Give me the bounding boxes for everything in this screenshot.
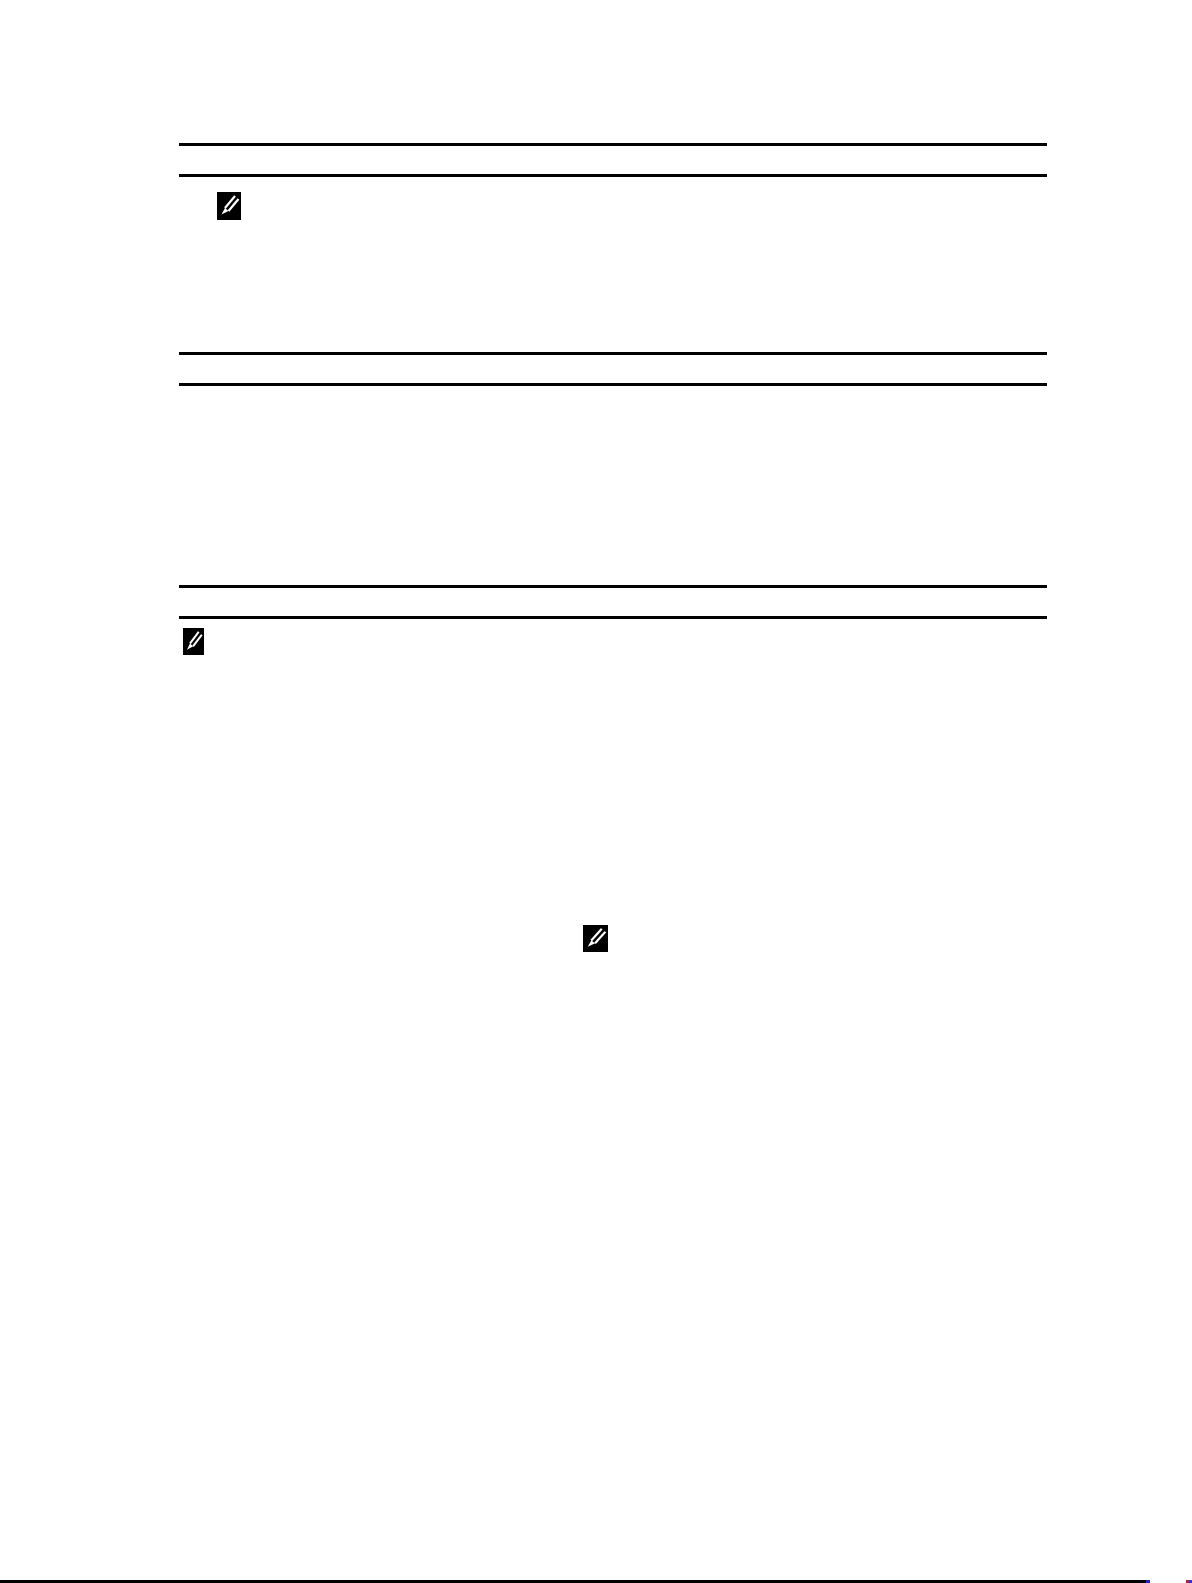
table-1-empty-row: [179, 146, 1047, 174]
table-2-empty-row: [179, 355, 1047, 383]
table-2-bottom-rule: [179, 383, 1047, 386]
table-3-empty-row: [179, 588, 1047, 616]
note-icon: [217, 192, 241, 220]
note-icon: [183, 628, 204, 655]
note-icon: [583, 925, 608, 952]
table-1-bottom-rule: [179, 174, 1047, 177]
table-3-bottom-rule: [179, 616, 1047, 619]
